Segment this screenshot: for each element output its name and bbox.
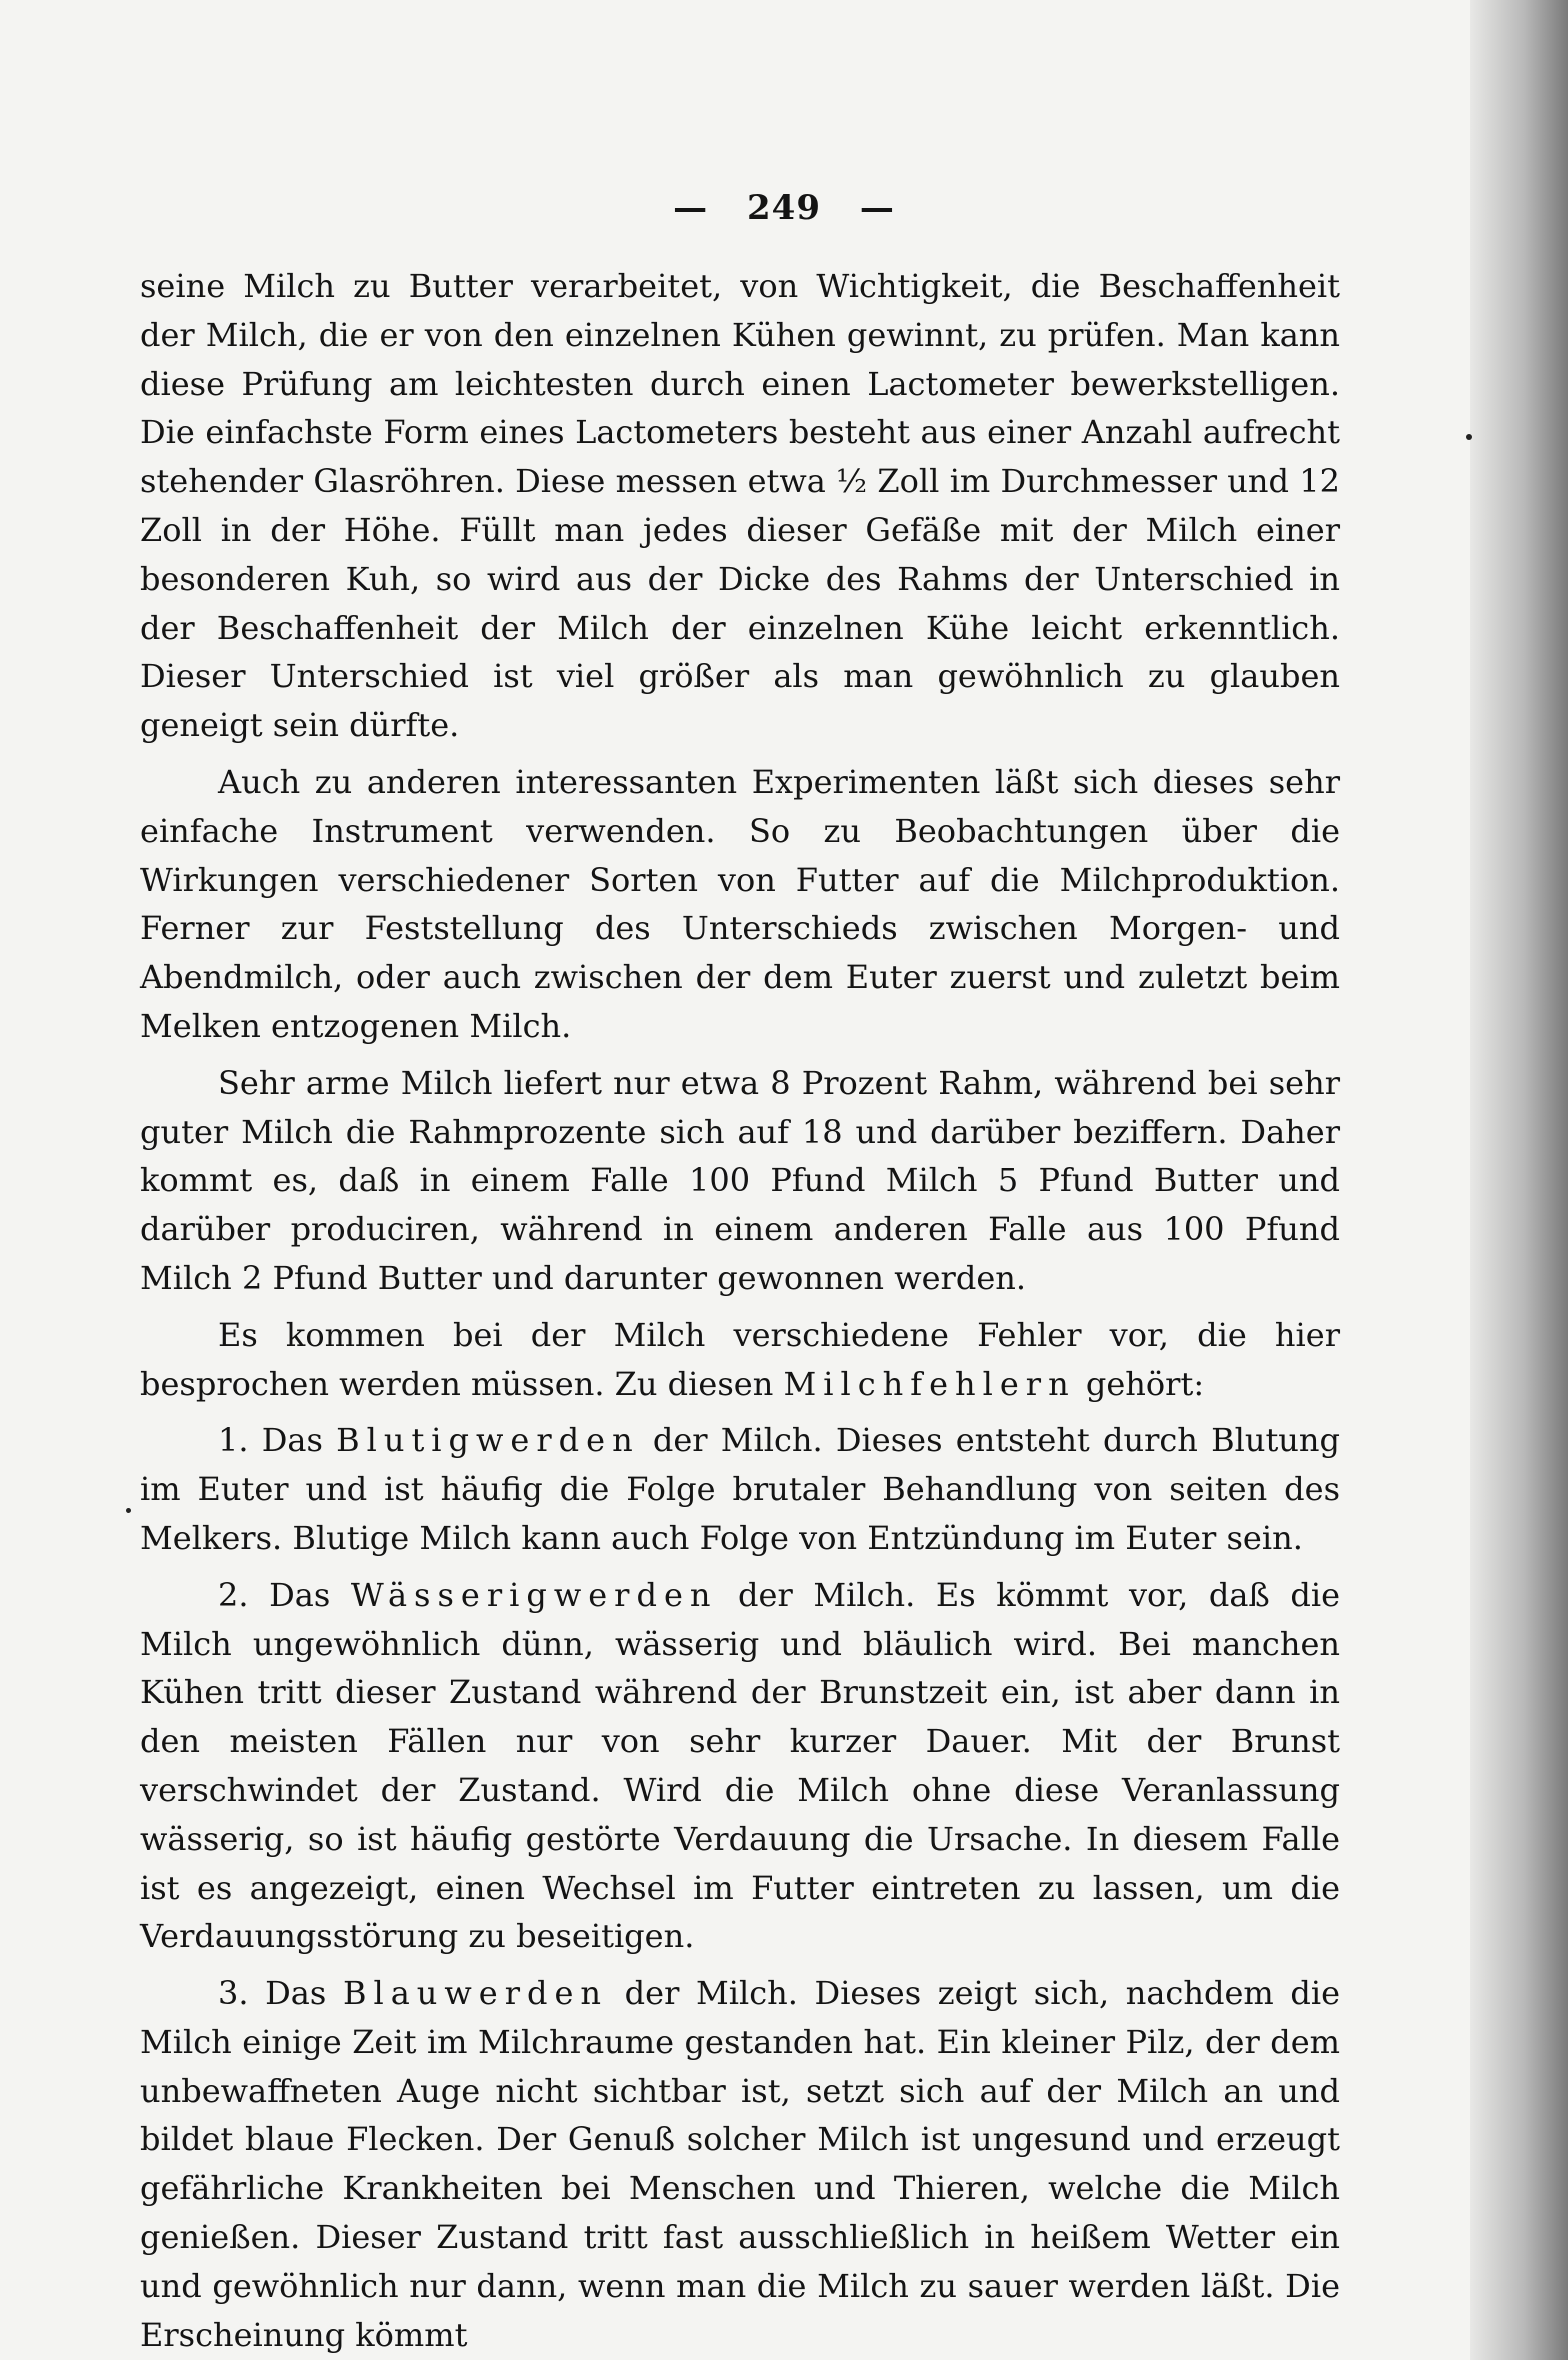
text-run: 3. Das	[218, 1974, 343, 2013]
paragraph	[140, 1311, 1340, 1409]
text-run: gehört:	[1075, 1364, 1205, 1403]
header-dash-right: —	[859, 188, 895, 228]
paragraph	[140, 1416, 1340, 1562]
paragraph	[140, 262, 1340, 750]
text-run: Auch zu anderen interessanten Experimenten läßt sich dieses sehr einfache Instrument verwenden. So zu Beobachtungen über die Wirkungen verschiedener Sorten von Futter auf die Milchproduktion. Ferner zur Feststellung des Unterschieds zwischen Morgen- und Abendmilch, oder auch zwischen der dem Euter zuerst und zuletzt beim Melken entzogenen Milch.	[140, 762, 1340, 1045]
body-text	[140, 262, 1340, 2359]
spaced-term: Blutigwerden	[336, 1421, 640, 1460]
page-edge-shadow	[1470, 0, 1568, 2360]
text-run: der Milch. Dieses zeigt sich, nachdem die Milch einige Zeit im Milchraume gestanden hat. Ein kleiner Pilz, der dem unbewaffneten Auge nicht sichtbar ist, setzt sich auf der Milch an und bildet blaue Flecken. Der Genuß solcher Milch ist ungesund und erzeugt gefährliche Krankheiten bei Menschen und Thieren, welche die Milch genießen. Dieser Zustand tritt fast ausschließlich in heißem Wetter ein und gewöhnlich nur dann, wenn man die Milch zu sauer werden läßt. Die Erscheinung kömmt	[140, 1974, 1341, 2354]
spaced-term: Milchfehlern	[783, 1364, 1076, 1403]
text-run: 1. Das	[218, 1421, 337, 1460]
page-number: 249	[747, 188, 821, 228]
header-dash-left: —	[673, 188, 709, 228]
text-run: 2. Das	[218, 1575, 351, 1614]
text-run: Sehr arme Milch liefert nur etwa 8 Prozent Rahm, während bei sehr guter Milch die Rahmprozente sich auf 18 und darüber beziffern. Daher kommt es, daß in einem Falle 100 Pfund Milch 5 Pfund Butter und darüber produciren, während in einem anderen Falle aus 100 Pfund Milch 2 Pfund Butter und darunter gewonnen werden.	[140, 1063, 1340, 1297]
paragraph	[140, 1059, 1340, 1303]
paragraph	[140, 1571, 1340, 1961]
paragraph	[140, 1969, 1340, 2359]
paragraph	[140, 758, 1340, 1051]
margin-speck	[126, 1508, 131, 1513]
text-run: der Milch. Dieses entsteht durch Blutung im Euter und ist häufig die Folge brutaler Behandlung von seiten des Melkers. Blutige Milch kann auch Folge von Entzündung im Euter sein.	[140, 1421, 1341, 1557]
spaced-term: Blauwerden	[342, 1974, 609, 2013]
margin-speck	[1466, 434, 1472, 440]
text-run: seine Milch zu Butter verarbeitet, von Wichtigkeit, die Beschaffenheit der Milch, die er von den einzelnen Kühen gewinnt, zu prüfen. Man kann diese Prüfung am leichtesten durch einen Lactometer bewerkstelligen. Die einfachste Form eines Lactometers besteht aus einer Anzahl aufrecht stehender Glasröhren. Diese messen etwa ½ Zoll im Durchmesser und 12 Zoll in der Höhe. Füllt man jedes dieser Gefäße mit der Milch einer besonderen Kuh, so wird aus der Dicke des Rahms der Unterschied in der Beschaffenheit der Milch der einzelnen Kühe leicht erkenntlich. Dieser Unterschied ist viel größer als man gewöhnlich zu glauben geneigt sein dürfte.	[140, 267, 1340, 745]
text-run: Es kommen bei der Milch verschiedene Fehler vor, die hier besprochen werden müssen. Zu diesen	[140, 1315, 1340, 1403]
spaced-term: Wässerigwerden	[350, 1575, 718, 1614]
page-header	[0, 188, 1568, 228]
text-run: der Milch. Es kömmt vor, daß die Milch ungewöhnlich dünn, wässerig und bläulich wird. Bei manchen Kühen tritt dieser Zustand während der Brunstzeit ein, ist aber dann in den meisten Fällen nur von sehr kurzer Dauer. Mit der Brunst verschwindet der Zustand. Wird die Milch ohne diese Veranlassung wässerig, so ist häufig gestörte Verdauung die Ursache. In diesem Falle ist es angezeigt, einen Wechsel im Futter eintreten zu lassen, um die Verdauungsstörung zu beseitigen.	[140, 1575, 1341, 1956]
